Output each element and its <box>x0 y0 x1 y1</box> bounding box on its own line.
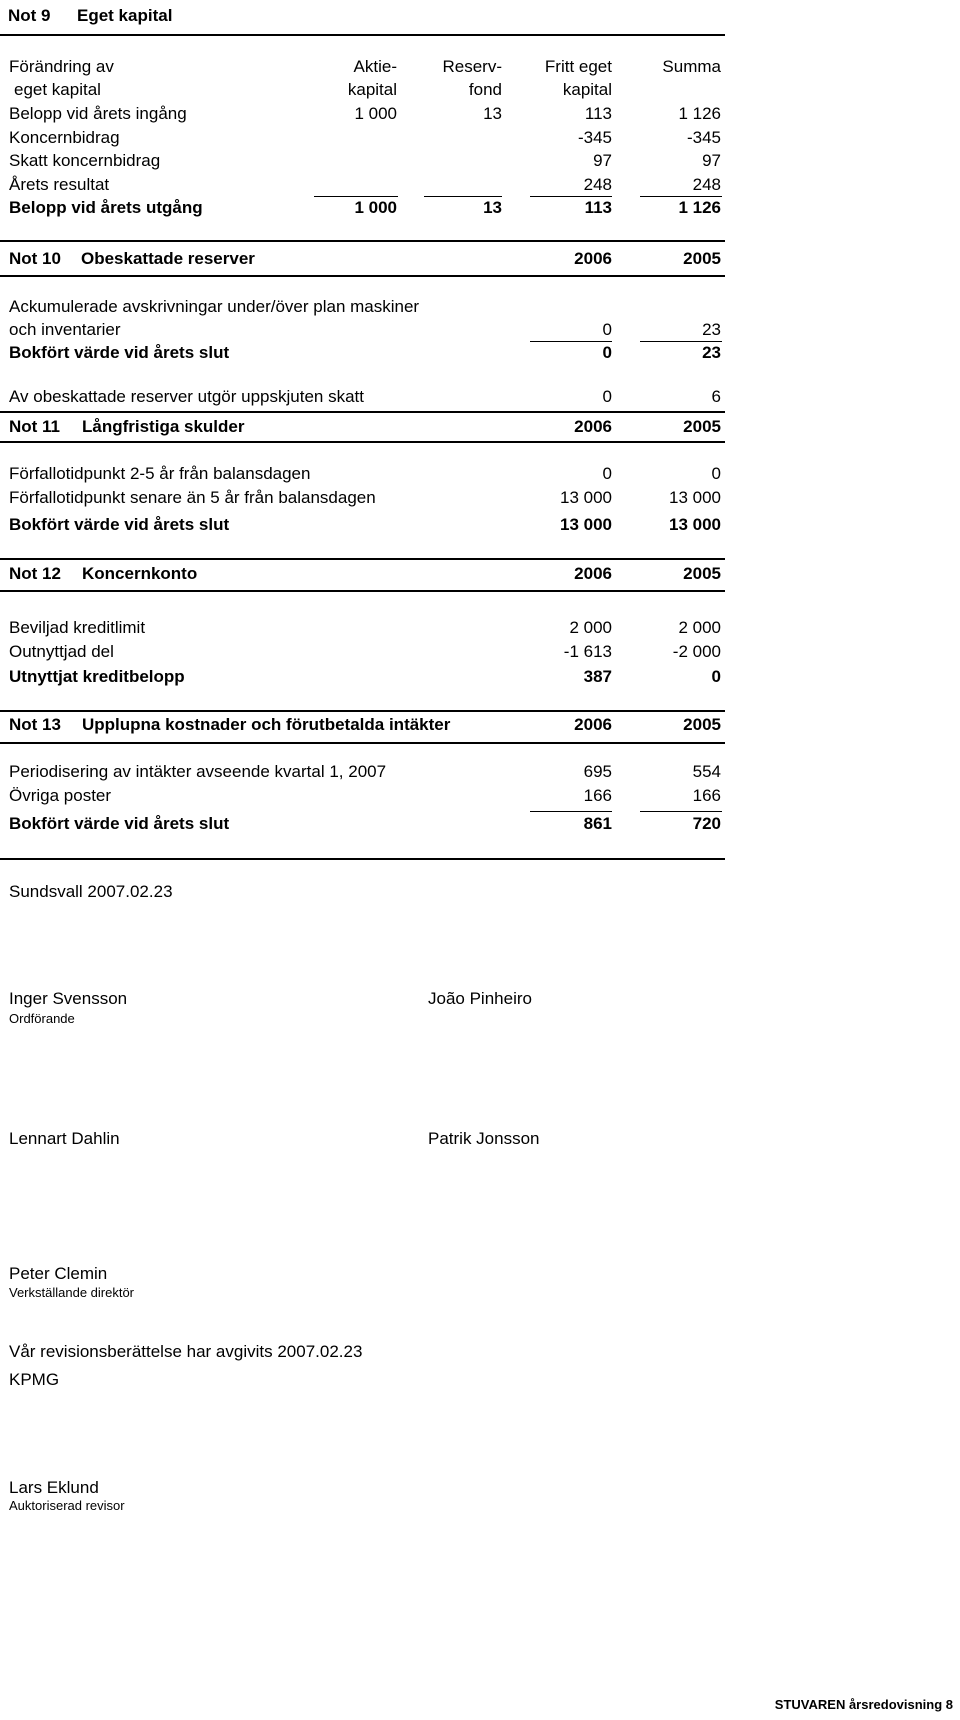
note12-header-rule <box>0 590 725 592</box>
note10-row-v1: 0 <box>602 320 612 339</box>
footer-text: STUVAREN årsredovisning 8 <box>774 1697 953 1712</box>
note11-row-v1: 0 <box>602 464 612 483</box>
note13-bottom-rule <box>0 858 725 860</box>
note12-top-rule <box>0 558 725 560</box>
note9-col3-head-2: kapital <box>562 80 612 99</box>
note9-sum-rule-c2 <box>424 196 502 197</box>
note10-top-rule <box>0 240 725 242</box>
note10-sum-rule-2 <box>640 341 722 342</box>
note9-head-left-2: eget kapital <box>14 80 101 99</box>
note9-total-label: Belopp vid årets utgång <box>9 198 203 217</box>
note10-total-label: Bokfört värde vid årets slut <box>9 343 230 362</box>
note9-col4-head-1: Summa <box>662 57 721 76</box>
place-date: Sundsvall 2007.02.23 <box>9 882 173 901</box>
note12-row-v1: -1 613 <box>563 642 612 661</box>
note11-row-v2: 13 000 <box>669 488 721 507</box>
note12-row-label: Beviljad kreditlimit <box>9 618 146 637</box>
note10-deferred-label: Av obeskattade reserver utgör uppskjuten skatt <box>9 387 364 406</box>
note9-header-rule <box>0 34 725 36</box>
note13-label: Not 13 <box>9 715 61 734</box>
note13-title: Upplupna kostnader och förutbetalda intäkter <box>82 715 451 734</box>
note9-row-label: Belopp vid årets ingång <box>9 104 187 123</box>
note13-total-label: Bokfört värde vid årets slut <box>9 814 230 833</box>
note9-row-c4: -345 <box>686 128 721 147</box>
note11-total-v1: 13 000 <box>560 515 612 534</box>
note11-label: Not 11 <box>9 417 61 436</box>
auditor-name: Lars Eklund <box>9 1478 99 1497</box>
note9-row-label: Skatt koncernbidrag <box>9 151 161 170</box>
note10-row-v2: 23 <box>702 320 721 339</box>
signature-name-2: João Pinheiro <box>428 989 532 1008</box>
note10-header-rule <box>0 275 725 277</box>
note9-row-label: Koncernbidrag <box>9 128 120 147</box>
note13-total-v2: 720 <box>692 814 721 833</box>
note13-sum-rule-1 <box>530 811 612 812</box>
note11-row-v1: 13 000 <box>560 488 612 507</box>
note9-total-c1: 1 000 <box>354 198 397 217</box>
note10-year-1: 2006 <box>574 249 612 268</box>
note9-col1-head-2: kapital <box>347 80 397 99</box>
audit-statement: Vår revisionsberättelse har avgivits 2007.02.23 <box>9 1342 363 1361</box>
note13-top-rule <box>0 710 725 712</box>
note9-col2-head-2: fond <box>468 80 502 99</box>
note11-year-2: 2005 <box>683 417 721 436</box>
note9-sum-rule-c4 <box>640 196 722 197</box>
note9-row-c2: 13 <box>483 104 502 123</box>
note10-total-v1: 0 <box>602 343 612 362</box>
note11-row-label: Förfallotidpunkt senare än 5 år från balansdagen <box>9 488 376 507</box>
note9-total-c4: 1 126 <box>678 198 721 217</box>
note9-row-label: Årets resultat <box>9 175 110 194</box>
signature-name-3: Lennart Dahlin <box>9 1129 120 1148</box>
note9-row-c3: 113 <box>584 104 612 123</box>
note10-label: Not 10 <box>9 249 61 268</box>
note10-deferred-v1: 0 <box>602 387 612 406</box>
note11-row-label: Förfallotidpunkt 2-5 år från balansdagen <box>9 464 311 483</box>
note11-year-1: 2006 <box>574 417 612 436</box>
note12-year-2: 2005 <box>683 564 721 583</box>
note10-year-2: 2005 <box>683 249 721 268</box>
note10-row-label-1: Ackumulerade avskrivningar under/över plan maskiner <box>9 297 420 316</box>
note9-sum-rule-c3 <box>530 196 612 197</box>
auditor-role: Auktoriserad revisor <box>9 1498 125 1513</box>
note9-head-left-1: Förändring av <box>9 57 114 76</box>
note9-title: Eget kapital <box>77 6 173 25</box>
note9-col2-head-1: Reserv- <box>442 57 502 76</box>
note13-row-label: Periodisering av intäkter avseende kvartal 1, 2007 <box>9 762 387 781</box>
note12-title: Koncernkonto <box>82 564 198 583</box>
note9-label: Not 9 <box>8 6 51 25</box>
note13-header-rule <box>0 742 725 744</box>
note11-total-label: Bokfört värde vid årets slut <box>9 515 230 534</box>
note10-sum-rule-1 <box>530 341 612 342</box>
note13-row-v1: 695 <box>583 762 612 781</box>
note9-row-c3: 248 <box>583 175 612 194</box>
audit-firm: KPMG <box>9 1370 60 1389</box>
note9-col1-head-1: Aktie- <box>353 57 397 76</box>
note10-title: Obeskattade reserver <box>81 249 255 268</box>
note12-label: Not 12 <box>9 564 61 583</box>
note13-row-label: Övriga poster <box>9 786 112 805</box>
note11-title: Långfristiga skulder <box>82 417 245 436</box>
signature-name-1: Inger Svensson <box>9 989 128 1008</box>
note13-row-v2: 166 <box>692 786 721 805</box>
signature-role-5: Verkställande direktör <box>9 1285 135 1300</box>
note12-total-v2: 0 <box>711 667 721 686</box>
note10-deferred-v2: 6 <box>711 387 721 406</box>
note10-row-label-2: och inventarier <box>9 320 121 339</box>
note12-row-label: Outnyttjad del <box>9 642 114 661</box>
note13-year-1: 2006 <box>574 715 612 734</box>
note11-top-rule <box>0 411 725 413</box>
note13-sum-rule-2 <box>640 811 722 812</box>
note13-row-v2: 554 <box>692 762 721 781</box>
note12-row-v1: 2 000 <box>569 618 612 637</box>
note9-row-c3: 97 <box>593 151 612 170</box>
note12-total-label: Utnyttjat kreditbelopp <box>9 667 185 686</box>
note12-row-v2: 2 000 <box>678 618 721 637</box>
note9-row-c4: 248 <box>692 175 721 194</box>
note11-row-v2: 0 <box>711 464 721 483</box>
note11-total-v2: 13 000 <box>669 515 721 534</box>
note9-col3-head-1: Fritt eget <box>544 57 612 76</box>
note9-sum-rule-c1 <box>314 196 398 197</box>
signature-name-5: Peter Clemin <box>9 1264 108 1283</box>
note13-row-v1: 166 <box>583 786 612 805</box>
note13-year-2: 2005 <box>683 715 721 734</box>
note13-total-v1: 861 <box>583 814 612 833</box>
note9-row-c4: 1 126 <box>678 104 721 123</box>
signature-role-1: Ordförande <box>9 1011 75 1026</box>
note12-total-v1: 387 <box>583 667 612 686</box>
note9-row-c3: -345 <box>577 128 612 147</box>
note10-total-v2: 23 <box>702 343 721 362</box>
note12-row-v2: -2 000 <box>672 642 721 661</box>
signature-name-4: Patrik Jonsson <box>428 1129 540 1148</box>
note9-total-c3: 113 <box>584 198 612 217</box>
note11-header-rule <box>0 441 725 443</box>
note9-row-c1: 1 000 <box>354 104 397 123</box>
note12-year-1: 2006 <box>574 564 612 583</box>
note9-total-c2: 13 <box>483 198 502 217</box>
note9-row-c4: 97 <box>702 151 721 170</box>
